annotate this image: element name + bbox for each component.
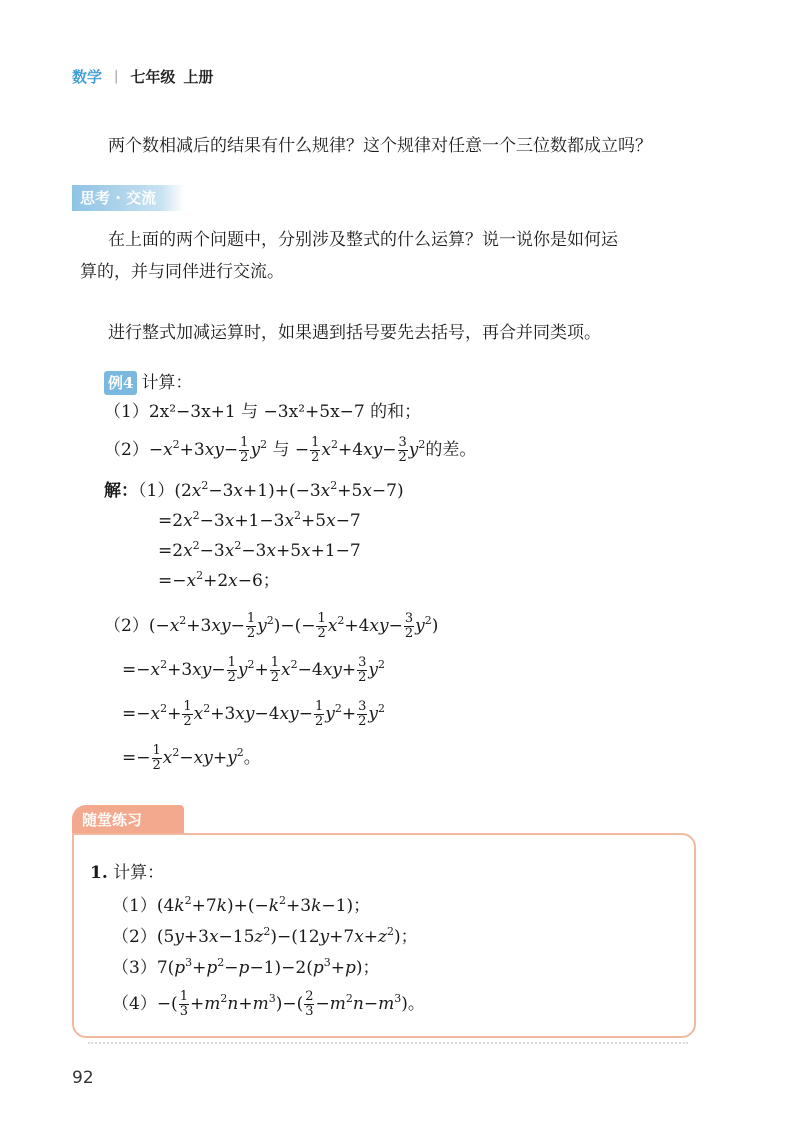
think-exchange-line2: 算的，并与同伴进行交流。 bbox=[80, 262, 284, 282]
solution-2-step-1: $(2)(-x^2+3xy-$ $\frac{1}{2}$ $y^2)-(-$ $\frac{1}{2}$ $x^2+4xy-$ $\frac{3}{2}$ $y^2$) bbox=[104, 611, 439, 641]
practice-question-3: $(3)7(p^3+p^2-p-1)-2(p^3+p)$； bbox=[112, 956, 380, 978]
page-number: 92 bbox=[72, 1068, 94, 1088]
example-problem-2: $(2)-x^2+3xy-$ $\frac{1}{2}$ $y^2$ 与 − $\frac{1}{2}$ $x^2+4xy-$ $\frac{3}{2}$ $y^2$的差。 bbox=[104, 435, 477, 465]
example-problem-1: （1）2x²−3x+1 与 −3x²+5x−7 的和； bbox=[104, 402, 422, 422]
practice-item-number: 1. bbox=[90, 863, 108, 883]
header-grade: 七年级 bbox=[130, 68, 176, 86]
header-volume: 上册 bbox=[183, 68, 214, 86]
example-header bbox=[104, 368, 192, 398]
solution-2-step-3: $=-x^2+$ $\frac{1}{2}$ $x^2+3xy-4xy-$ $\frac{1}{2}$ $y^2+$ $\frac{3}{2}$ $y^2$ bbox=[122, 699, 386, 729]
think-exchange-tag: 思考 · 交流 bbox=[72, 185, 184, 211]
practice-question-2: $(2)(5y+3x-15z^2)-(12y+7x+z^2)$； bbox=[112, 925, 418, 947]
solution-2-step-4: =− $\frac{1}{2}$ $x^2-xy+y^2$。 bbox=[122, 743, 261, 773]
practice-item-title: 计算： bbox=[113, 863, 165, 883]
solution-1-step-2: $=2x^2-3x+1-3x^2+5x-7$ bbox=[158, 509, 361, 531]
practice-tag: 随堂练习 bbox=[72, 805, 184, 835]
solution-label: 解： bbox=[104, 481, 138, 501]
practice-question-1: $(1)(4k^2+7k)+(-k^2+3k-1)$； bbox=[112, 894, 371, 916]
example-title: 计算： bbox=[141, 373, 193, 393]
think-exchange-line1: 在上面的两个问题中，分别涉及整式的什么运算？说一说你是如何运 bbox=[108, 230, 618, 250]
practice-item-1-header bbox=[90, 862, 164, 884]
running-header bbox=[72, 66, 213, 87]
example-badge: 例4 bbox=[104, 371, 137, 395]
solution-2-step-2: $=-x^2+3xy-$ $\frac{1}{2}$ $y^2+$ $\frac{1}{2}$ $x^2-4xy+$ $\frac{3}{2}$ $y^2$ bbox=[122, 655, 386, 685]
solution-1-step-4: $=-x^2+2x-6$； bbox=[158, 569, 280, 591]
header-subject: 数学 bbox=[72, 68, 103, 86]
intro-question: 两个数相减后的结果有什么规律？这个规律对任意一个三位数都成立吗？ bbox=[108, 136, 652, 156]
practice-question-4: （4）−( $\frac{1}{3}$ $+m^2n+m^3)-$( $\frac{2}{3}$ $-m^2n-m^3$)。 bbox=[112, 989, 425, 1019]
solution-1-step-3: $=2x^2-3x^2-3x+5x+1-7$ bbox=[158, 539, 361, 561]
solution-1-step-1: 解：$(1)(2x^2-3x+1)+(-3x^2+5x-7)$ bbox=[104, 479, 404, 501]
practice-box-shadow bbox=[88, 1042, 688, 1048]
header-separator: | bbox=[114, 69, 119, 84]
rule-statement: 进行整式加减运算时，如果遇到括号要先去括号，再合并同类项。 bbox=[108, 323, 601, 343]
